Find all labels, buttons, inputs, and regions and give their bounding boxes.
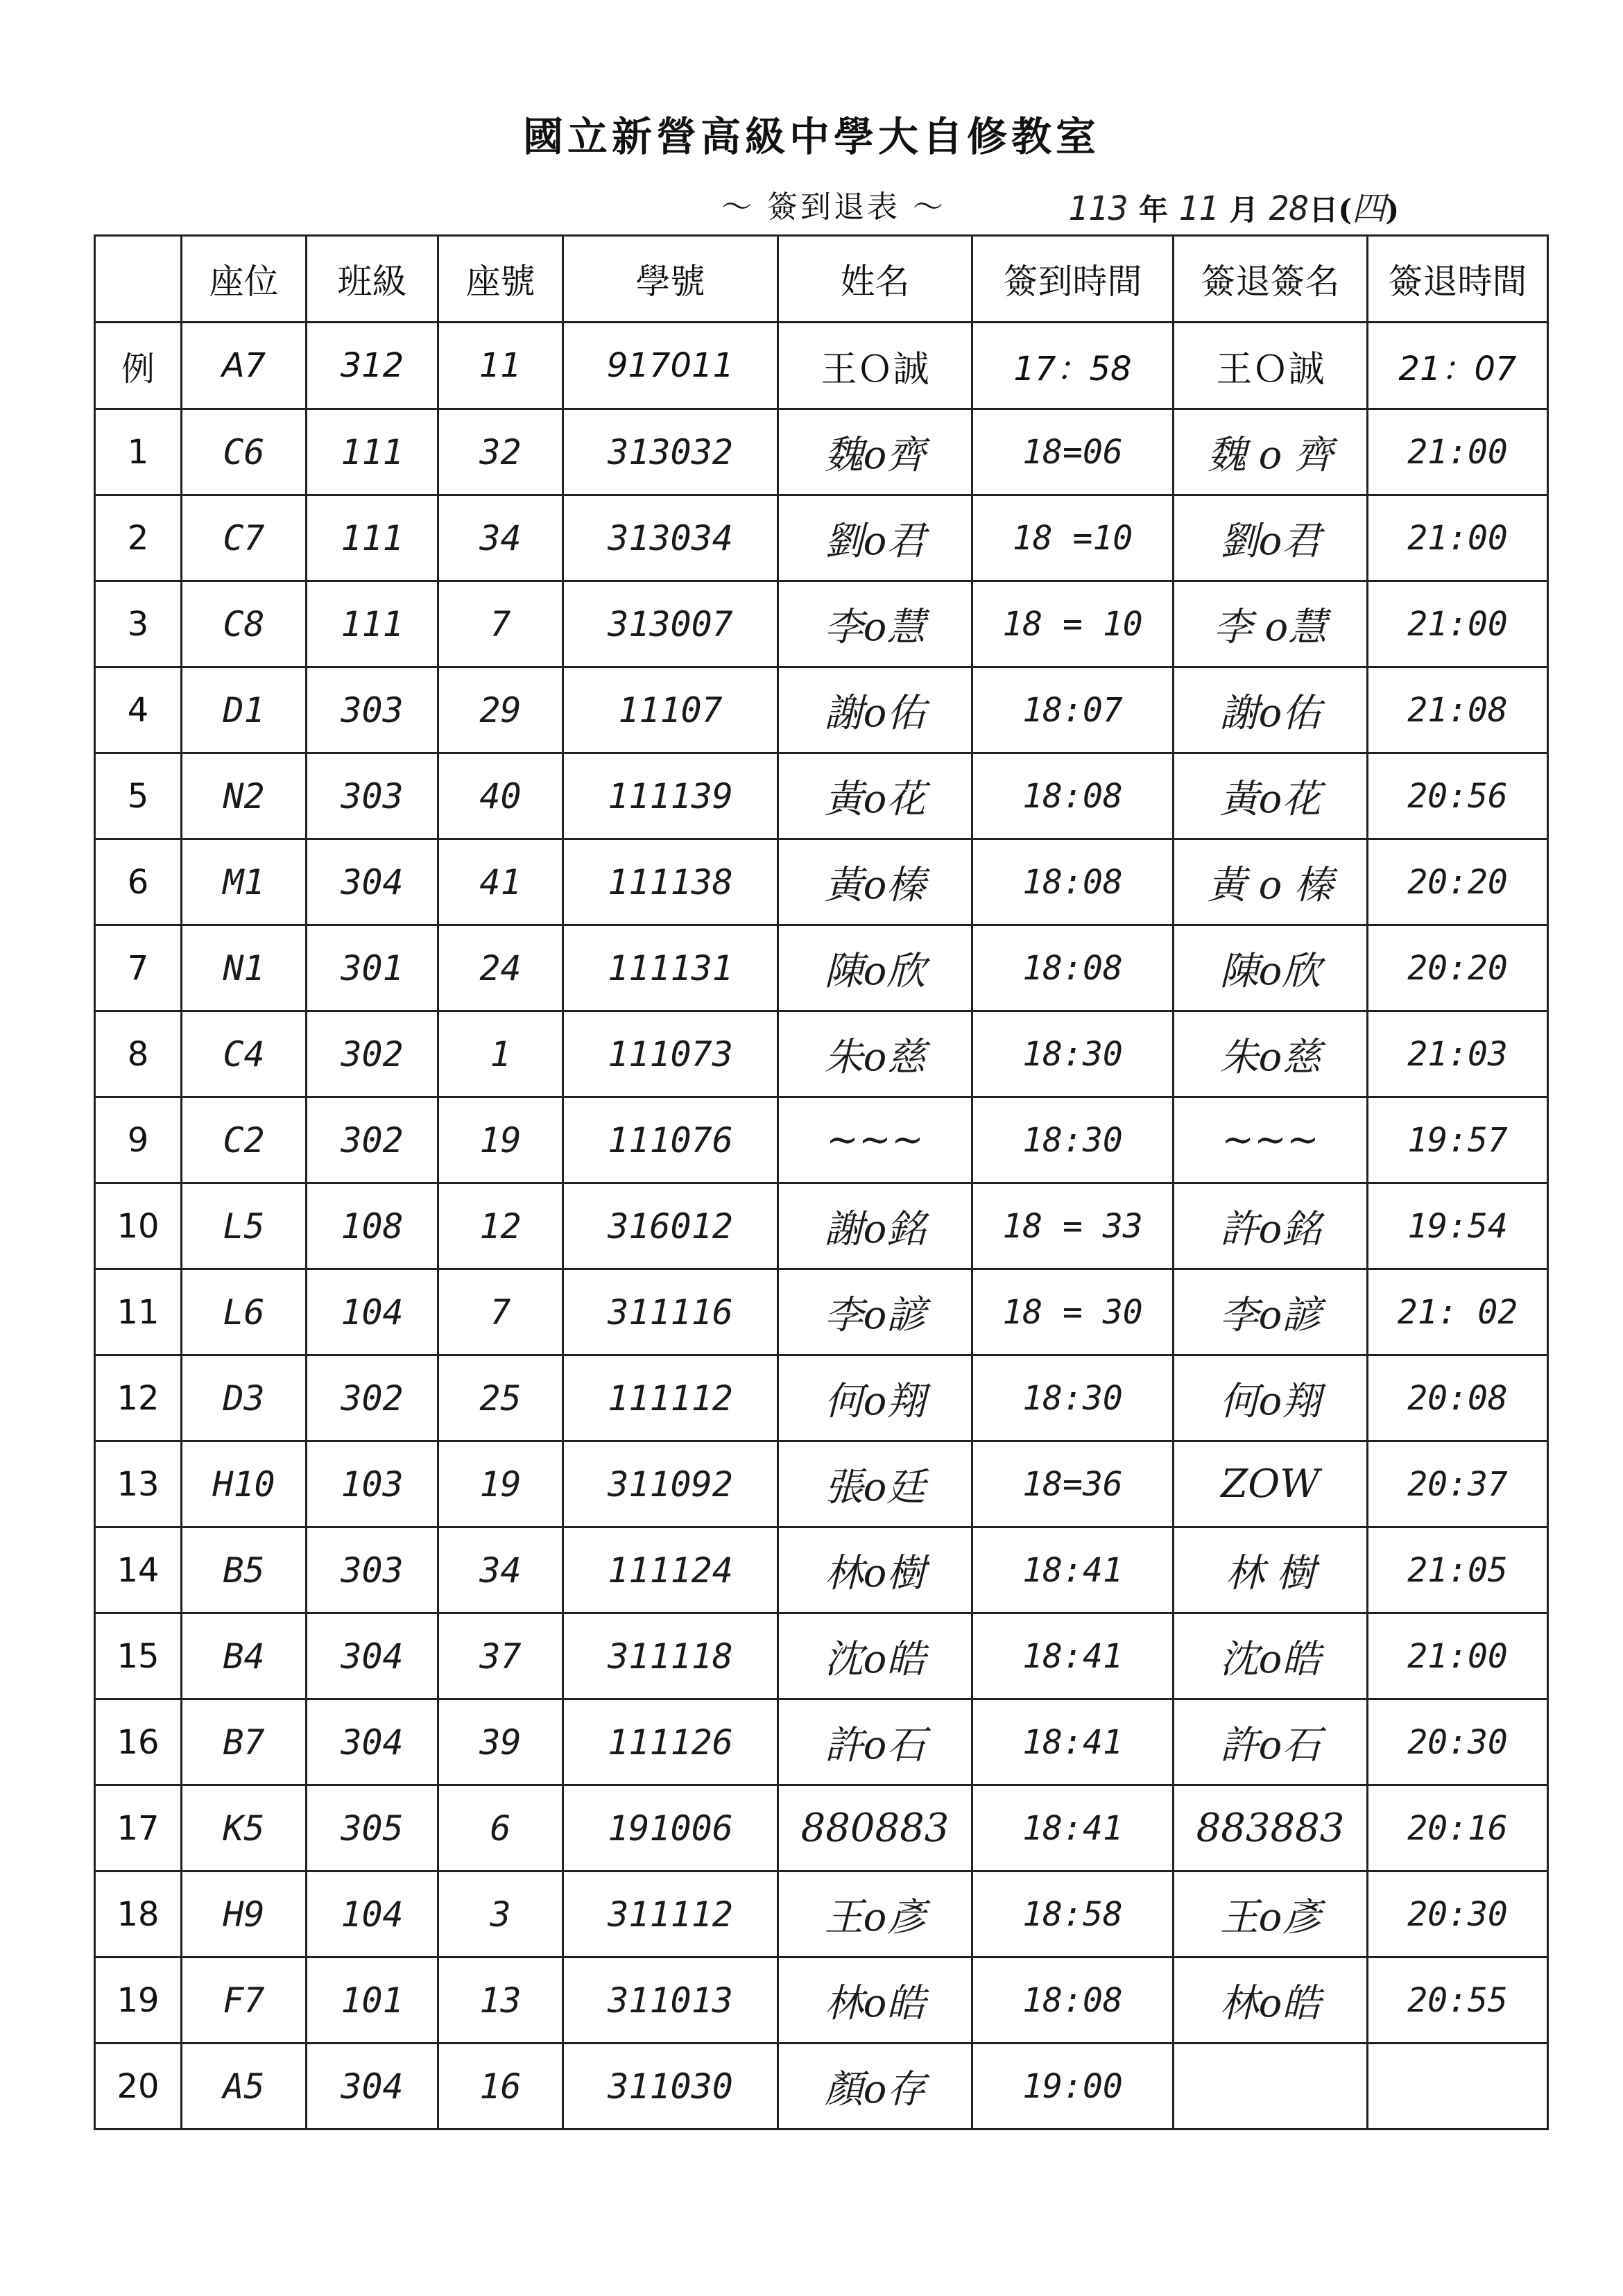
- cell-seat: C7: [182, 495, 307, 581]
- cell-class: 304: [307, 839, 438, 925]
- row-index: 2: [95, 495, 182, 581]
- cell-sign-in: 18 =10: [972, 495, 1174, 581]
- cell-class: 302: [307, 1011, 438, 1097]
- date-line: [1068, 182, 1399, 230]
- cell-number: 40: [438, 753, 563, 839]
- cell-number: 1: [438, 1011, 563, 1097]
- sign-in-table: [94, 234, 1549, 2130]
- row-index: 16: [95, 1699, 182, 1785]
- row-index: 20: [95, 2044, 182, 2130]
- cell-number: 32: [438, 409, 563, 495]
- cell-name: 朱o慈: [778, 1011, 972, 1097]
- cell-seat: L5: [182, 1183, 307, 1269]
- cell-sign-in: 18:30: [972, 1097, 1174, 1183]
- cell-sign-out-name: 王o彥: [1174, 1871, 1368, 1957]
- cell-class: 303: [307, 667, 438, 753]
- cell-sign-out-name: 李 o慧: [1174, 581, 1368, 667]
- cell-sign-out-name: 何o翔: [1174, 1355, 1368, 1441]
- cell-seat: N2: [182, 753, 307, 839]
- cell-student-id: 313007: [563, 581, 778, 667]
- cell-name: 王o彥: [778, 1871, 972, 1957]
- cell-sign-in: 18:08: [972, 925, 1174, 1011]
- cell-name: 黃o花: [778, 753, 972, 839]
- example-sign-out-name: 王Ｏ誠: [1174, 323, 1368, 409]
- cell-student-id: 111139: [563, 753, 778, 839]
- cell-class: 305: [307, 1785, 438, 1871]
- cell-number: 19: [438, 1441, 563, 1527]
- cell-sign-out-name: 黃o花: [1174, 753, 1368, 839]
- cell-seat: M1: [182, 839, 307, 925]
- cell-class: 302: [307, 1097, 438, 1183]
- row-index: 4: [95, 667, 182, 753]
- cell-number: 7: [438, 1269, 563, 1355]
- cell-seat: D1: [182, 667, 307, 753]
- cell-number: 29: [438, 667, 563, 753]
- cell-sign-out-name: 許o銘: [1174, 1183, 1368, 1269]
- cell-student-id: 311118: [563, 1613, 778, 1699]
- cell-name: 李o慧: [778, 581, 972, 667]
- cell-sign-in: 18:30: [972, 1355, 1174, 1441]
- cell-sign-out-time: [1368, 2044, 1548, 2130]
- cell-name: 沈o皓: [778, 1613, 972, 1699]
- cell-sign-in: 18 = 30: [972, 1269, 1174, 1355]
- table-row: [95, 1183, 1548, 1269]
- cell-sign-out-time: 20:16: [1368, 1785, 1548, 1871]
- cell-name: 黃o榛: [778, 839, 972, 925]
- cell-seat: F7: [182, 1957, 307, 2044]
- example-sign-in: 17：58: [972, 323, 1174, 409]
- cell-sign-out-time: 21: 02: [1368, 1269, 1548, 1355]
- cell-number: 34: [438, 1527, 563, 1613]
- cell-class: 111: [307, 409, 438, 495]
- cell-class: 104: [307, 1269, 438, 1355]
- cell-number: 41: [438, 839, 563, 925]
- cell-sign-out-time: 21:05: [1368, 1527, 1548, 1613]
- row-index: 12: [95, 1355, 182, 1441]
- cell-name: 顏o存: [778, 2044, 972, 2130]
- cell-sign-out-time: 21:00: [1368, 409, 1548, 495]
- row-index: 17: [95, 1785, 182, 1871]
- cell-class: 104: [307, 1871, 438, 1957]
- table-row: [95, 581, 1548, 667]
- cell-student-id: 111124: [563, 1527, 778, 1613]
- row-index: 8: [95, 1011, 182, 1097]
- row-index: 18: [95, 1871, 182, 1957]
- cell-number: 34: [438, 495, 563, 581]
- table-row: [95, 1957, 1548, 2044]
- col-student-id: 學號: [563, 236, 778, 323]
- table-row: [95, 1699, 1548, 1785]
- cell-sign-out-time: 19:54: [1368, 1183, 1548, 1269]
- col-name: 姓名: [778, 236, 972, 323]
- cell-student-id: 111112: [563, 1355, 778, 1441]
- table-row: [95, 1269, 1548, 1355]
- cell-number: 16: [438, 2044, 563, 2130]
- col-index: [95, 236, 182, 323]
- cell-number: 12: [438, 1183, 563, 1269]
- cell-student-id: 311112: [563, 1871, 778, 1957]
- cell-name: 劉o君: [778, 495, 972, 581]
- cell-seat: B5: [182, 1527, 307, 1613]
- cell-sign-out-time: 21:00: [1368, 495, 1548, 581]
- cell-sign-out-time: 20:30: [1368, 1699, 1548, 1785]
- cell-class: 304: [307, 2044, 438, 2130]
- cell-seat: H10: [182, 1441, 307, 1527]
- date-weekday-close: ): [1385, 193, 1400, 227]
- cell-sign-out-time: 20:20: [1368, 925, 1548, 1011]
- cell-number: 37: [438, 1613, 563, 1699]
- cell-student-id: 11107: [563, 667, 778, 753]
- cell-student-id: 191006: [563, 1785, 778, 1871]
- cell-sign-out-time: 20:08: [1368, 1355, 1548, 1441]
- cell-seat: C6: [182, 409, 307, 495]
- row-index: 5: [95, 753, 182, 839]
- cell-student-id: 313034: [563, 495, 778, 581]
- cell-sign-in: 19:00: [972, 2044, 1174, 2130]
- cell-sign-in: 18:08: [972, 753, 1174, 839]
- cell-seat: C4: [182, 1011, 307, 1097]
- cell-student-id: 111076: [563, 1097, 778, 1183]
- cell-class: 111: [307, 495, 438, 581]
- cell-sign-in: 18 = 10: [972, 581, 1174, 667]
- cell-sign-out-name: 劉o君: [1174, 495, 1368, 581]
- example-row: [95, 323, 1548, 409]
- cell-sign-out-name: 883883: [1174, 1785, 1368, 1871]
- cell-number: 24: [438, 925, 563, 1011]
- cell-sign-out-name: 許o石: [1174, 1699, 1368, 1785]
- date-weekday-open: (: [1338, 193, 1352, 227]
- cell-number: 3: [438, 1871, 563, 1957]
- cell-class: 111: [307, 581, 438, 667]
- cell-sign-out-name: 謝o佑: [1174, 667, 1368, 753]
- cell-seat: C2: [182, 1097, 307, 1183]
- cell-number: 25: [438, 1355, 563, 1441]
- cell-student-id: 311092: [563, 1441, 778, 1527]
- form-title: 國立新營高級中學大自修教室: [522, 113, 1100, 160]
- row-index: 10: [95, 1183, 182, 1269]
- cell-name: ~~~: [778, 1097, 972, 1183]
- row-index: 11: [95, 1269, 182, 1355]
- cell-sign-in: 18:30: [972, 1011, 1174, 1097]
- cell-seat: N1: [182, 925, 307, 1011]
- cell-sign-in: 18:07: [972, 667, 1174, 753]
- row-index: 1: [95, 409, 182, 495]
- cell-seat: B4: [182, 1613, 307, 1699]
- cell-class: 304: [307, 1699, 438, 1785]
- cell-seat: H9: [182, 1871, 307, 1957]
- date-weekday: 四: [1352, 189, 1386, 228]
- header-row: [95, 236, 1548, 323]
- cell-name: 陳o欣: [778, 925, 972, 1011]
- cell-sign-out-name: 朱o慈: [1174, 1011, 1368, 1097]
- cell-number: 13: [438, 1957, 563, 2044]
- cell-class: 302: [307, 1355, 438, 1441]
- cell-sign-out-time: 21:08: [1368, 667, 1548, 753]
- date-month: 11: [1178, 189, 1219, 228]
- row-index: 6: [95, 839, 182, 925]
- cell-student-id: 313032: [563, 409, 778, 495]
- cell-number: 19: [438, 1097, 563, 1183]
- cell-sign-out-time: 21:00: [1368, 581, 1548, 667]
- cell-student-id: 311013: [563, 1957, 778, 2044]
- cell-sign-in: 18:41: [972, 1613, 1174, 1699]
- table-row: [95, 1011, 1548, 1097]
- example-class: 312: [307, 323, 438, 409]
- date-day-label: 日: [1309, 193, 1339, 227]
- cell-class: 303: [307, 753, 438, 839]
- date-month-label: 月: [1229, 193, 1259, 227]
- cell-name: 何o翔: [778, 1355, 972, 1441]
- cell-sign-in: 18:58: [972, 1871, 1174, 1957]
- cell-sign-in: 18 = 33: [972, 1183, 1174, 1269]
- cell-sign-out-time: 21:00: [1368, 1613, 1548, 1699]
- cell-name: 魏o齊: [778, 409, 972, 495]
- table-row: [95, 495, 1548, 581]
- table-row: [95, 839, 1548, 925]
- cell-seat: A5: [182, 2044, 307, 2130]
- cell-student-id: 316012: [563, 1183, 778, 1269]
- cell-student-id: 111126: [563, 1699, 778, 1785]
- cell-student-id: 111073: [563, 1011, 778, 1097]
- cell-sign-out-name: 陳o欣: [1174, 925, 1368, 1011]
- cell-seat: B7: [182, 1699, 307, 1785]
- cell-sign-out-name: 李o諺: [1174, 1269, 1368, 1355]
- cell-sign-in: 18:08: [972, 839, 1174, 925]
- cell-sign-out-name: 沈o皓: [1174, 1613, 1368, 1699]
- cell-student-id: 311116: [563, 1269, 778, 1355]
- row-index: 13: [95, 1441, 182, 1527]
- table-row: [95, 1441, 1548, 1527]
- cell-sign-out-time: 19:57: [1368, 1097, 1548, 1183]
- date-year-label: 年: [1138, 193, 1168, 227]
- date-day: 28: [1269, 189, 1309, 228]
- form-subtitle: ～ 簽到退表 ～: [721, 189, 946, 225]
- table-row: [95, 1527, 1548, 1613]
- cell-student-id: 111138: [563, 839, 778, 925]
- cell-sign-out-time: 20:55: [1368, 1957, 1548, 2044]
- table-row: [95, 409, 1548, 495]
- cell-class: 101: [307, 1957, 438, 2044]
- cell-seat: L6: [182, 1269, 307, 1355]
- cell-sign-out-name: 黃 o 榛: [1174, 839, 1368, 925]
- example-name: 王Ｏ誠: [778, 323, 972, 409]
- cell-seat: D3: [182, 1355, 307, 1441]
- cell-class: 303: [307, 1527, 438, 1613]
- cell-name: 謝o佑: [778, 667, 972, 753]
- row-index: 14: [95, 1527, 182, 1613]
- table-row: [95, 1613, 1548, 1699]
- row-index: 3: [95, 581, 182, 667]
- cell-class: 304: [307, 1613, 438, 1699]
- cell-name: 林o樹: [778, 1527, 972, 1613]
- example-seat: A7: [182, 323, 307, 409]
- cell-sign-out-name: 林 樹: [1174, 1527, 1368, 1613]
- table-row: [95, 1871, 1548, 1957]
- cell-sign-out-name: 魏 o 齊: [1174, 409, 1368, 495]
- cell-number: 39: [438, 1699, 563, 1785]
- table-row: [95, 1785, 1548, 1871]
- table-row: [95, 925, 1548, 1011]
- cell-class: 103: [307, 1441, 438, 1527]
- cell-number: 7: [438, 581, 563, 667]
- cell-sign-in: 18:41: [972, 1527, 1174, 1613]
- table-row: [95, 667, 1548, 753]
- cell-sign-out-time: 20:56: [1368, 753, 1548, 839]
- col-class: 班級: [307, 236, 438, 323]
- cell-sign-out-time: 20:37: [1368, 1441, 1548, 1527]
- cell-name: 880883: [778, 1785, 972, 1871]
- cell-name: 張o廷: [778, 1441, 972, 1527]
- col-sign-out-time: 簽退時間: [1368, 236, 1548, 323]
- cell-student-id: 111131: [563, 925, 778, 1011]
- cell-sign-out-time: 21:03: [1368, 1011, 1548, 1097]
- cell-class: 301: [307, 925, 438, 1011]
- cell-sign-out-name: 林o皓: [1174, 1957, 1368, 2044]
- cell-sign-out-name: ZOW: [1174, 1441, 1368, 1527]
- row-index: 7: [95, 925, 182, 1011]
- cell-sign-in: 18=06: [972, 409, 1174, 495]
- cell-name: 許o石: [778, 1699, 972, 1785]
- example-sign-out-time: 21：07: [1368, 323, 1548, 409]
- example-number: 11: [438, 323, 563, 409]
- cell-student-id: 311030: [563, 2044, 778, 2130]
- table-row: [95, 2044, 1548, 2130]
- table-row: [95, 753, 1548, 839]
- example-student-id: 917011: [563, 323, 778, 409]
- cell-sign-out-time: 20:30: [1368, 1871, 1548, 1957]
- table-row: [95, 1355, 1548, 1441]
- col-sign-in: 簽到時間: [972, 236, 1174, 323]
- cell-number: 6: [438, 1785, 563, 1871]
- col-number: 座號: [438, 236, 563, 323]
- cell-sign-in: 18:41: [972, 1785, 1174, 1871]
- table-row: [95, 1097, 1548, 1183]
- row-index: 15: [95, 1613, 182, 1699]
- row-index: 19: [95, 1957, 182, 2044]
- example-label: 例: [95, 323, 182, 409]
- cell-name: 林o皓: [778, 1957, 972, 2044]
- cell-sign-out-time: 20:20: [1368, 839, 1548, 925]
- cell-name: 李o諺: [778, 1269, 972, 1355]
- cell-sign-in: 18:41: [972, 1699, 1174, 1785]
- cell-seat: C8: [182, 581, 307, 667]
- col-seat: 座位: [182, 236, 307, 323]
- cell-name: 謝o銘: [778, 1183, 972, 1269]
- col-sign-out-name: 簽退簽名: [1174, 236, 1368, 323]
- cell-sign-in: 18:08: [972, 1957, 1174, 2044]
- cell-sign-out-name: [1174, 2044, 1368, 2130]
- cell-sign-out-name: ~~~: [1174, 1097, 1368, 1183]
- cell-class: 108: [307, 1183, 438, 1269]
- cell-seat: K5: [182, 1785, 307, 1871]
- row-index: 9: [95, 1097, 182, 1183]
- date-year: 113: [1068, 189, 1128, 228]
- cell-sign-in: 18=36: [972, 1441, 1174, 1527]
